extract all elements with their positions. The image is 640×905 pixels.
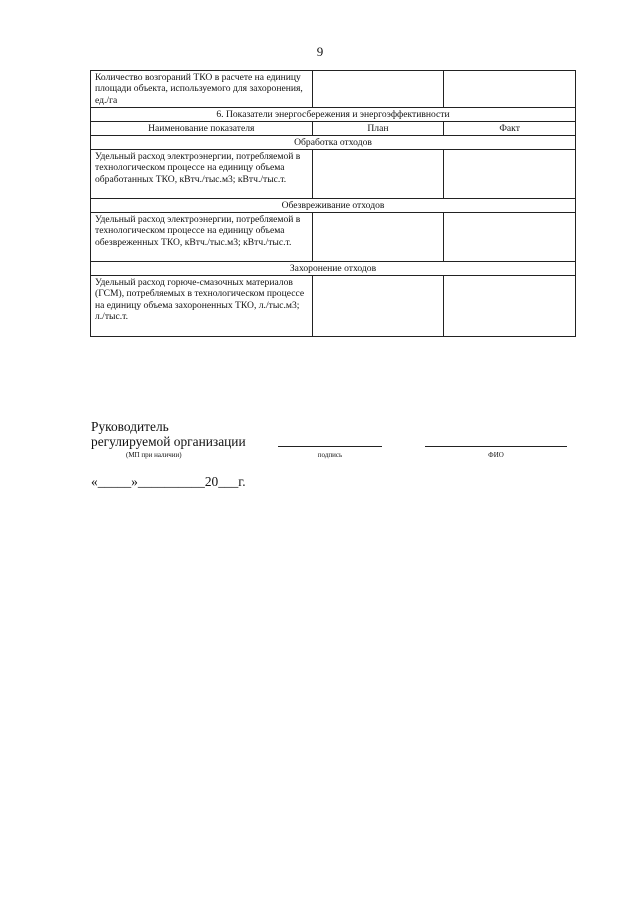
group-title: Обработка отходов	[91, 136, 576, 150]
fact-cell	[444, 276, 576, 337]
table-row	[91, 213, 576, 262]
name-label: ФИО	[488, 451, 504, 459]
column-header-row	[91, 122, 576, 136]
fact-cell	[444, 71, 576, 108]
indicators-table	[90, 70, 576, 337]
plan-cell	[312, 71, 444, 108]
page-number: 9	[316, 44, 324, 59]
indicator-name: Удельный расход горюче-смазочных материалов (ГСМ), потребляемых в технологическом процессе на единицу объема захороненных ТКО, л./тыс.м3; л./тыс.т.	[91, 276, 313, 337]
plan-cell	[312, 276, 444, 337]
section-header: 6. Показатели энергосбережения и энергоэффективности	[91, 108, 576, 122]
indicator-name: Количество возгораний ТКО в расчете на единицу площади объекта, используемого для захоронения, ед./га	[91, 71, 313, 108]
signature-title-line2: регулируемой организации	[91, 434, 246, 449]
plan-cell	[312, 213, 444, 262]
indicator-name: Удельный расход электроэнергии, потребляемой в технологическом процессе на единицу объема обработанных ТКО, кВтч./тыс.м3; кВтч./тыс.т.	[91, 150, 313, 199]
signature-line	[278, 446, 382, 447]
section-header-row	[91, 108, 576, 122]
group-title-row	[91, 262, 576, 276]
table-row	[91, 276, 576, 337]
group-title: Обезвреживание отходов	[91, 199, 576, 213]
indicator-name: Удельный расход электроэнергии, потребляемой в технологическом процессе на единицу объема обезвреженных ТКО, кВтч./тыс.м3; кВтч./тыс.т.	[91, 213, 313, 262]
name-line	[425, 446, 567, 447]
signature-label: подпись	[317, 451, 343, 459]
table-row	[91, 150, 576, 199]
table-row	[91, 71, 576, 108]
group-title-row	[91, 199, 576, 213]
group-title-row	[91, 136, 576, 150]
plan-cell	[312, 150, 444, 199]
group-title: Захоронение отходов	[91, 262, 576, 276]
stamp-note: (МП при наличии)	[126, 451, 182, 459]
signature-title-line1: Руководитель	[91, 419, 169, 434]
fact-cell	[444, 150, 576, 199]
fact-cell	[444, 213, 576, 262]
date-line: «_____»__________20___г.	[91, 474, 246, 489]
column-header-fact: Факт	[444, 122, 576, 136]
column-header-plan: План	[312, 122, 444, 136]
column-header-name: Наименование показателя	[91, 122, 313, 136]
